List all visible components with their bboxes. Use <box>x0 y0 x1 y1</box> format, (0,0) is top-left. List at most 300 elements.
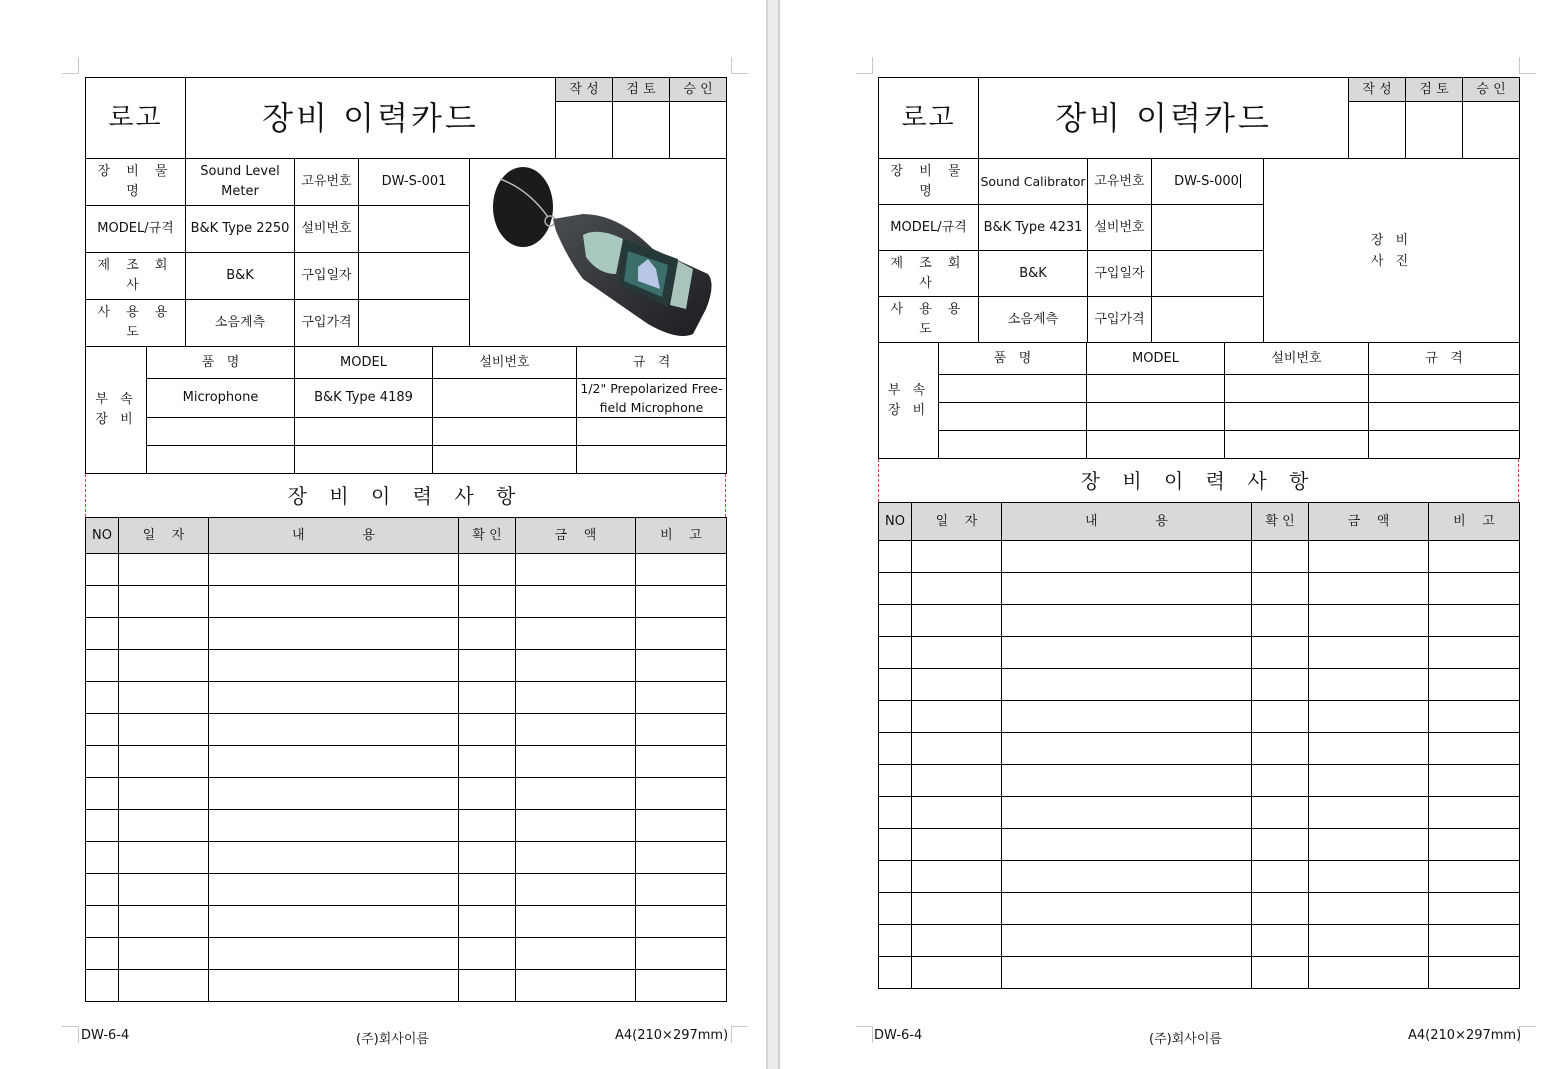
history-row <box>879 669 1520 701</box>
equipment-name-value[interactable]: Sound Level Meter <box>186 159 295 206</box>
history-cell-amount[interactable] <box>1309 797 1429 829</box>
accessory-header-name: 품 명 <box>939 343 1087 375</box>
facility-number-value[interactable] <box>359 206 470 253</box>
history-cell-note[interactable] <box>636 746 727 778</box>
history-cell-confirm[interactable] <box>459 746 516 778</box>
accessory-cell[interactable]: B&K Type 4189 <box>295 379 433 418</box>
history-cell-content[interactable] <box>1002 797 1252 829</box>
history-cell-note[interactable] <box>1429 541 1520 573</box>
history-cell-content[interactable] <box>209 554 459 586</box>
equipment-name-label: 장 비 물 명 <box>879 159 979 205</box>
history-cell-date[interactable] <box>119 970 209 1002</box>
history-cell-note[interactable] <box>1429 829 1520 861</box>
page-1 <box>0 0 766 1069</box>
crop-mark <box>62 1026 79 1043</box>
history-cell-amount[interactable] <box>516 842 636 874</box>
page-title: 장비 이력카드 <box>979 78 1349 159</box>
accessory-cell[interactable] <box>1225 375 1369 403</box>
history-cell-amount[interactable] <box>516 714 636 746</box>
history-cell-content[interactable] <box>1002 765 1252 797</box>
history-row <box>879 733 1520 765</box>
history-cell-no[interactable] <box>879 765 912 797</box>
history-cell-no[interactable] <box>86 810 119 842</box>
crop-mark <box>856 57 873 74</box>
crop-mark <box>1519 57 1536 74</box>
history-cell-no[interactable] <box>86 842 119 874</box>
unique-id-text: DW-S-000 <box>1174 173 1239 189</box>
accessory-cell[interactable] <box>1369 403 1520 431</box>
accessory-cell[interactable] <box>1087 403 1225 431</box>
history-cell-no[interactable] <box>879 733 912 765</box>
history-cell-date[interactable] <box>912 541 1002 573</box>
history-row <box>879 797 1520 829</box>
info-table <box>85 158 727 347</box>
card-header <box>85 77 727 159</box>
history-cell-amount[interactable] <box>516 938 636 970</box>
purchase-date-value[interactable] <box>359 253 470 300</box>
history-cell-date[interactable] <box>912 733 1002 765</box>
manufacturer-value[interactable]: B&K <box>186 253 295 300</box>
history-cell-content[interactable] <box>1002 605 1252 637</box>
history-cell-note[interactable] <box>1429 925 1520 957</box>
purchase-price-value[interactable] <box>1152 297 1264 343</box>
history-cell-note[interactable] <box>636 586 727 618</box>
history-cell-note[interactable] <box>1429 573 1520 605</box>
history-cell-note[interactable] <box>1429 605 1520 637</box>
history-cell-note[interactable] <box>1429 861 1520 893</box>
accessory-cell[interactable]: Microphone <box>147 379 295 418</box>
accessory-cell[interactable] <box>295 446 433 474</box>
crop-mark <box>1519 1026 1536 1043</box>
history-row <box>86 714 727 746</box>
accessory-cell[interactable] <box>1225 403 1369 431</box>
history-cell-date[interactable] <box>912 957 1002 989</box>
history-cell-amount[interactable] <box>1309 829 1429 861</box>
history-cell-note[interactable] <box>636 618 727 650</box>
sound-level-meter-image <box>478 159 718 339</box>
history-cell-amount[interactable] <box>516 618 636 650</box>
accessory-cell[interactable] <box>433 446 577 474</box>
history-cell-content[interactable] <box>209 586 459 618</box>
history-cell-confirm[interactable] <box>1252 669 1309 701</box>
manufacturer-value[interactable]: B&K <box>979 251 1088 297</box>
history-cell-amount[interactable] <box>516 586 636 618</box>
history-cell-content[interactable] <box>1002 701 1252 733</box>
approval-approve-label: 승 인 <box>670 78 727 102</box>
history-cell-content[interactable] <box>1002 893 1252 925</box>
history-cell-content[interactable] <box>209 842 459 874</box>
usage-value[interactable]: 소음계측 <box>186 300 295 347</box>
history-cell-content[interactable] <box>1002 829 1252 861</box>
history-cell-date[interactable] <box>119 586 209 618</box>
history-cell-content[interactable] <box>1002 669 1252 701</box>
history-cell-content[interactable] <box>1002 733 1252 765</box>
approval-approve-sign[interactable] <box>670 102 727 159</box>
accessories-table <box>878 342 1520 459</box>
history-cell-note[interactable] <box>636 650 727 682</box>
card-header <box>878 77 1520 159</box>
history-cell-content[interactable] <box>1002 541 1252 573</box>
accessory-cell[interactable] <box>295 418 433 446</box>
history-cell-note[interactable] <box>636 778 727 810</box>
footer-company: (주)회사이름 <box>356 1032 429 1047</box>
history-cell-confirm[interactable] <box>459 778 516 810</box>
history-cell-content[interactable] <box>1002 925 1252 957</box>
history-cell-date[interactable] <box>912 765 1002 797</box>
history-cell-confirm[interactable] <box>1252 861 1309 893</box>
accessory-header-name: 품 명 <box>147 347 295 379</box>
history-cell-date[interactable] <box>912 925 1002 957</box>
accessory-header-model: MODEL <box>1087 343 1225 375</box>
history-cell-no[interactable] <box>879 669 912 701</box>
history-cell-amount[interactable] <box>516 746 636 778</box>
photo-placeholder-line1: 장 비 <box>1370 232 1413 248</box>
accessory-header-spec: 규 격 <box>1369 343 1520 375</box>
model-spec-value[interactable]: B&K Type 2250 <box>186 206 295 253</box>
history-cell-amount[interactable] <box>1309 669 1429 701</box>
history-cell-content[interactable] <box>209 650 459 682</box>
history-cell-amount[interactable] <box>1309 701 1429 733</box>
history-cell-content[interactable] <box>209 618 459 650</box>
history-row <box>86 554 727 586</box>
history-cell-date[interactable] <box>912 701 1002 733</box>
history-cell-note[interactable] <box>636 938 727 970</box>
history-header-confirm: 확 인 <box>459 518 516 554</box>
history-cell-confirm[interactable] <box>459 874 516 906</box>
model-spec-label: MODEL/규격 <box>86 206 186 253</box>
accessory-cell[interactable] <box>577 418 727 446</box>
history-cell-note[interactable] <box>1429 957 1520 989</box>
history-cell-note[interactable] <box>636 810 727 842</box>
history-cell-confirm[interactable] <box>1252 733 1309 765</box>
accessory-cell[interactable] <box>147 446 295 474</box>
history-cell-content[interactable] <box>1002 637 1252 669</box>
crop-mark <box>856 1026 873 1043</box>
history-cell-date[interactable] <box>119 778 209 810</box>
history-cell-note[interactable] <box>1429 669 1520 701</box>
accessory-cell[interactable] <box>939 375 1087 403</box>
text-cursor <box>1240 174 1241 188</box>
history-cell-confirm[interactable] <box>1252 765 1309 797</box>
approval-author-label: 작 성 <box>1349 78 1406 102</box>
history-cell-note[interactable] <box>1429 637 1520 669</box>
logo-placeholder: 로고 <box>879 78 979 159</box>
history-row <box>86 938 727 970</box>
history-row <box>86 906 727 938</box>
unique-id-label: 고유번호 <box>1088 159 1152 205</box>
history-cell-confirm[interactable] <box>1252 701 1309 733</box>
history-cell-date[interactable] <box>912 861 1002 893</box>
accessory-cell[interactable] <box>1087 431 1225 459</box>
accessory-cell[interactable] <box>1369 431 1520 459</box>
history-cell-note[interactable] <box>636 906 727 938</box>
history-cell-note[interactable] <box>1429 765 1520 797</box>
approval-approve-label: 승 인 <box>1463 78 1520 102</box>
history-cell-no[interactable] <box>86 746 119 778</box>
history-row <box>86 842 727 874</box>
history-cell-confirm[interactable] <box>459 618 516 650</box>
history-cell-date[interactable] <box>912 829 1002 861</box>
history-cell-note[interactable] <box>636 714 727 746</box>
equipment-name-value[interactable]: Sound Calibrator <box>979 159 1088 205</box>
history-cell-no[interactable] <box>879 573 912 605</box>
history-cell-date[interactable] <box>119 554 209 586</box>
facility-number-value[interactable] <box>1152 205 1264 251</box>
history-cell-content[interactable] <box>209 906 459 938</box>
unique-id-value[interactable]: DW-S-001 <box>359 159 470 206</box>
purchase-price-value[interactable] <box>359 300 470 347</box>
history-cell-amount[interactable] <box>516 906 636 938</box>
history-cell-amount[interactable] <box>1309 541 1429 573</box>
approval-review-sign[interactable] <box>1406 102 1463 159</box>
history-cell-note[interactable] <box>636 874 727 906</box>
history-header-no: NO <box>879 503 912 541</box>
page-2 <box>780 0 1541 1069</box>
history-cell-content[interactable] <box>209 874 459 906</box>
history-cell-content[interactable] <box>1002 957 1252 989</box>
accessory-cell[interactable] <box>577 446 727 474</box>
history-cell-date[interactable] <box>119 874 209 906</box>
crop-mark <box>731 1026 748 1043</box>
history-cell-no[interactable] <box>86 682 119 714</box>
history-cell-confirm[interactable] <box>459 586 516 618</box>
history-cell-amount[interactable] <box>516 650 636 682</box>
history-cell-no[interactable] <box>879 957 912 989</box>
history-cell-note[interactable] <box>1429 701 1520 733</box>
purchase-price-label: 구입가격 <box>1088 297 1152 343</box>
history-cell-no[interactable] <box>879 925 912 957</box>
history-cell-confirm[interactable] <box>459 938 516 970</box>
history-cell-date[interactable] <box>119 650 209 682</box>
history-cell-confirm[interactable] <box>1252 829 1309 861</box>
history-row <box>86 586 727 618</box>
history-header-amount: 금 액 <box>1309 503 1429 541</box>
accessory-cell[interactable] <box>939 431 1087 459</box>
footer-doc-code: DW-6-4 <box>81 1028 130 1043</box>
history-cell-no[interactable] <box>879 829 912 861</box>
history-cell-amount[interactable] <box>1309 925 1429 957</box>
history-cell-content[interactable] <box>1002 861 1252 893</box>
accessories-label-line1: 부 속 <box>95 392 137 407</box>
accessory-cell[interactable] <box>1087 375 1225 403</box>
accessory-cell[interactable] <box>147 418 295 446</box>
history-cell-date[interactable] <box>912 669 1002 701</box>
history-cell-no[interactable] <box>86 938 119 970</box>
history-row <box>86 682 727 714</box>
history-cell-date[interactable] <box>912 797 1002 829</box>
history-cell-no[interactable] <box>86 778 119 810</box>
equipment-card <box>878 77 1520 989</box>
history-cell-no[interactable] <box>86 874 119 906</box>
history-cell-amount[interactable] <box>1309 893 1429 925</box>
history-cell-confirm[interactable] <box>1252 797 1309 829</box>
manufacturer-label: 제 조 회 사 <box>86 253 186 300</box>
history-row <box>86 810 727 842</box>
accessory-cell[interactable] <box>433 379 577 418</box>
accessories-label-line1: 부 속 <box>887 382 930 398</box>
approval-author-sign[interactable] <box>556 102 613 159</box>
history-cell-date[interactable] <box>119 746 209 778</box>
accessory-cell[interactable] <box>939 403 1087 431</box>
history-cell-date[interactable] <box>119 842 209 874</box>
history-cell-content[interactable] <box>209 746 459 778</box>
history-cell-date[interactable] <box>912 637 1002 669</box>
history-cell-no[interactable] <box>879 605 912 637</box>
equipment-photo-placeholder[interactable] <box>1264 159 1520 343</box>
history-cell-content[interactable] <box>209 682 459 714</box>
history-cell-no[interactable] <box>86 714 119 746</box>
model-spec-value[interactable]: B&K Type 4231 <box>979 205 1088 251</box>
history-cell-amount[interactable] <box>516 874 636 906</box>
history-cell-no[interactable] <box>86 586 119 618</box>
history-cell-date[interactable] <box>119 938 209 970</box>
history-cell-note[interactable] <box>1429 797 1520 829</box>
accessories-label-line2: 장 비 <box>95 412 137 427</box>
history-cell-content[interactable] <box>209 938 459 970</box>
history-cell-confirm[interactable] <box>1252 573 1309 605</box>
history-row <box>86 650 727 682</box>
history-cell-confirm[interactable] <box>459 650 516 682</box>
history-cell-amount[interactable] <box>1309 605 1429 637</box>
history-header-content: 내 용 <box>209 518 459 554</box>
accessory-cell[interactable] <box>1225 431 1369 459</box>
history-row <box>86 618 727 650</box>
purchase-price-label: 구입가격 <box>295 300 359 347</box>
history-cell-no[interactable] <box>86 618 119 650</box>
history-cell-date[interactable] <box>119 714 209 746</box>
history-cell-content[interactable] <box>209 714 459 746</box>
approval-review-sign[interactable] <box>613 102 670 159</box>
history-section-title: 장 비 이 력 사 항 <box>86 474 726 518</box>
accessory-header-facility: 설비번호 <box>433 347 577 379</box>
usage-value[interactable]: 소음계측 <box>979 297 1088 343</box>
history-cell-note[interactable] <box>636 970 727 1002</box>
history-cell-no[interactable] <box>86 906 119 938</box>
history-cell-confirm[interactable] <box>1252 925 1309 957</box>
history-row <box>879 957 1520 989</box>
accessory-cell[interactable]: 1/2" Prepolarized Free-field Microphone <box>577 379 727 418</box>
footer-paper-size: A4(210×297mm) <box>615 1028 729 1043</box>
equipment-photo <box>470 159 727 347</box>
history-title-row <box>85 473 726 518</box>
history-cell-date[interactable] <box>912 573 1002 605</box>
equipment-name-label: 장 비 물 명 <box>86 159 186 206</box>
history-cell-amount[interactable] <box>516 682 636 714</box>
purchase-date-label: 구입일자 <box>295 253 359 300</box>
history-cell-note[interactable] <box>636 554 727 586</box>
history-cell-no[interactable] <box>86 650 119 682</box>
history-cell-confirm[interactable] <box>459 906 516 938</box>
history-cell-date[interactable] <box>912 605 1002 637</box>
history-cell-amount[interactable] <box>516 778 636 810</box>
history-cell-amount[interactable] <box>1309 765 1429 797</box>
model-spec-label: MODEL/규격 <box>879 205 979 251</box>
history-cell-note[interactable] <box>1429 733 1520 765</box>
history-cell-date[interactable] <box>119 810 209 842</box>
history-header-date: 일 자 <box>119 518 209 554</box>
history-cell-content[interactable] <box>209 810 459 842</box>
history-cell-confirm[interactable] <box>459 714 516 746</box>
history-cell-amount[interactable] <box>1309 957 1429 989</box>
history-row <box>879 637 1520 669</box>
history-cell-amount[interactable] <box>1309 573 1429 605</box>
history-row <box>879 925 1520 957</box>
history-cell-confirm[interactable] <box>459 810 516 842</box>
history-row <box>879 573 1520 605</box>
history-cell-no[interactable] <box>879 637 912 669</box>
history-header-date: 일 자 <box>912 503 1002 541</box>
history-cell-confirm[interactable] <box>1252 605 1309 637</box>
approval-review-label: 검 토 <box>613 78 670 102</box>
usage-label: 사 용 용 도 <box>879 297 979 343</box>
history-cell-content[interactable] <box>209 778 459 810</box>
page-gutter <box>766 0 780 1069</box>
history-title-row <box>878 458 1519 503</box>
history-cell-no[interactable] <box>86 970 119 1002</box>
purchase-date-value[interactable] <box>1152 251 1264 297</box>
history-cell-no[interactable] <box>86 554 119 586</box>
history-row <box>86 778 727 810</box>
accessories-table <box>85 346 727 474</box>
history-cell-content[interactable] <box>1002 573 1252 605</box>
history-cell-no[interactable] <box>879 541 912 573</box>
history-cell-note[interactable] <box>636 842 727 874</box>
manufacturer-label: 제 조 회 사 <box>879 251 979 297</box>
history-cell-date[interactable] <box>119 618 209 650</box>
crop-mark <box>731 57 748 74</box>
history-cell-amount[interactable] <box>516 970 636 1002</box>
accessory-header-model: MODEL <box>295 347 433 379</box>
history-cell-no[interactable] <box>879 701 912 733</box>
page-title: 장비 이력카드 <box>186 78 556 159</box>
history-cell-confirm[interactable] <box>1252 541 1309 573</box>
history-header-amount: 금 액 <box>516 518 636 554</box>
accessory-cell[interactable] <box>1369 375 1520 403</box>
history-row <box>879 541 1520 573</box>
history-cell-confirm[interactable] <box>1252 957 1309 989</box>
history-cell-amount[interactable] <box>516 554 636 586</box>
history-cell-note[interactable] <box>1429 893 1520 925</box>
history-cell-confirm[interactable] <box>459 970 516 1002</box>
history-cell-amount[interactable] <box>1309 733 1429 765</box>
history-table <box>878 502 1520 989</box>
history-row <box>879 861 1520 893</box>
history-cell-amount[interactable] <box>1309 637 1429 669</box>
history-cell-no[interactable] <box>879 893 912 925</box>
footer-company: (주)회사이름 <box>1149 1032 1222 1047</box>
history-cell-confirm[interactable] <box>1252 637 1309 669</box>
approval-approve-sign[interactable] <box>1463 102 1520 159</box>
logo-placeholder: 로고 <box>86 78 186 159</box>
history-cell-confirm[interactable] <box>459 682 516 714</box>
history-cell-no[interactable] <box>879 797 912 829</box>
history-cell-amount[interactable] <box>516 810 636 842</box>
history-cell-content[interactable] <box>209 970 459 1002</box>
history-cell-amount[interactable] <box>1309 861 1429 893</box>
history-cell-date[interactable] <box>912 893 1002 925</box>
history-cell-no[interactable] <box>879 861 912 893</box>
unique-id-value[interactable] <box>1152 159 1264 205</box>
history-cell-date[interactable] <box>119 682 209 714</box>
history-cell-confirm[interactable] <box>1252 893 1309 925</box>
history-cell-confirm[interactable] <box>459 842 516 874</box>
history-cell-note[interactable] <box>636 682 727 714</box>
history-header-note: 비 고 <box>1429 503 1520 541</box>
history-cell-date[interactable] <box>119 906 209 938</box>
history-cell-confirm[interactable] <box>459 554 516 586</box>
approval-author-sign[interactable] <box>1349 102 1406 159</box>
accessory-cell[interactable] <box>433 418 577 446</box>
